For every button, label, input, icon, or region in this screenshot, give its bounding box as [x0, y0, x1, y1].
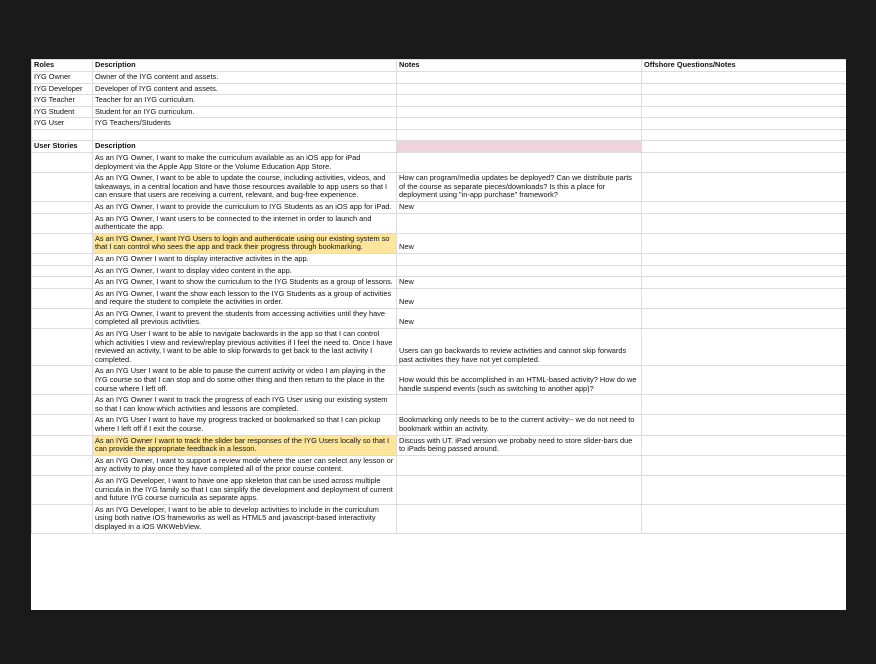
- cell-offshore[interactable]: [642, 288, 847, 308]
- cell-role[interactable]: IYG Student: [32, 106, 93, 118]
- cell-story-description[interactable]: As an IYG Owner, I want to support a review mode where the user can select any lesson or any activity to play once they have completed all of the prior course content.: [93, 455, 397, 475]
- cell-notes[interactable]: New: [397, 288, 642, 308]
- cell-story-description[interactable]: As an IYG Owner, I want to show the curriculum to the IYG Students as a group of lessons.: [93, 277, 397, 289]
- cell-offshore[interactable]: [642, 213, 847, 233]
- table-row: [32, 329, 847, 366]
- table-row: [32, 415, 847, 435]
- cell-offshore[interactable]: [642, 233, 847, 253]
- cell-offshore[interactable]: [642, 173, 847, 202]
- table-row: [32, 106, 847, 118]
- cell-story-description[interactable]: As an IYG Developer, I want to be able to develop activities to include in the curriculum using both native iOS frameworks as well as HTML5 and javascript-based interactivity displayed in a iOS WKWebView.: [93, 504, 397, 533]
- cell-notes[interactable]: Discuss with UT. iPad version we probaby need to store slider-bars due to iPads being passed around.: [397, 435, 642, 455]
- cell-role[interactable]: IYG Developer: [32, 83, 93, 95]
- cell-offshore[interactable]: [642, 201, 847, 213]
- cell-notes[interactable]: [397, 95, 642, 107]
- table-row: [32, 475, 847, 504]
- cell-role-description[interactable]: Student for an IYG curriculum.: [93, 106, 397, 118]
- requirements-table: [31, 59, 846, 534]
- cell-story-description-highlighted[interactable]: As an IYG Owner I want to track the slider bar responses of the IYG Users locally so that I can provide the appropriate feedback in a lesson.: [93, 435, 397, 455]
- cell-offshore[interactable]: [642, 253, 847, 265]
- cell-notes[interactable]: [397, 265, 642, 277]
- cell-story-description[interactable]: As an IYG Owner, I want the show each lesson to the IYG Students as a group of activities and require the student to complete the activities in order.: [93, 288, 397, 308]
- table-row: [32, 435, 847, 455]
- cell-role-description[interactable]: Developer of IYG content and assets.: [93, 83, 397, 95]
- cell-notes[interactable]: [397, 72, 642, 84]
- cell-empty[interactable]: [32, 475, 93, 504]
- cell-empty[interactable]: [32, 504, 93, 533]
- cell-empty[interactable]: [32, 152, 93, 172]
- cell-notes[interactable]: New: [397, 233, 642, 253]
- cell-role-description[interactable]: Teacher for an IYG curriculum.: [93, 95, 397, 107]
- cell-notes[interactable]: [397, 475, 642, 504]
- cell-notes[interactable]: New: [397, 201, 642, 213]
- cell-notes[interactable]: [397, 455, 642, 475]
- cell-empty[interactable]: [642, 129, 847, 140]
- cell-empty[interactable]: [32, 129, 93, 140]
- table-row: [32, 83, 847, 95]
- cell-notes[interactable]: [397, 83, 642, 95]
- cell-offshore[interactable]: [642, 265, 847, 277]
- cell-role[interactable]: IYG Owner: [32, 72, 93, 84]
- cell-empty[interactable]: [32, 213, 93, 233]
- cell-role[interactable]: IYG Teacher: [32, 95, 93, 107]
- cell-notes[interactable]: Users can go backwards to review activities and cannot skip forwards past activities they have not yet completed.: [397, 329, 642, 366]
- cell-notes[interactable]: [397, 504, 642, 533]
- cell-offshore[interactable]: [642, 140, 847, 152]
- stories-header-row: [32, 140, 847, 152]
- table-row: [32, 288, 847, 308]
- cell-story-description[interactable]: As an IYG Owner, I want to prevent the students from accessing activities until they have completed all previous activities.: [93, 308, 397, 328]
- cell-offshore[interactable]: [642, 83, 847, 95]
- cell-notes[interactable]: New: [397, 277, 642, 289]
- table-row: [32, 455, 847, 475]
- cell-offshore[interactable]: [642, 152, 847, 172]
- cell-story-description[interactable]: As an IYG User I want to be able to navigate backwards in the app so that I can control which activities I view and review/replay previous activities if I feel the need to. Once I have reviewed an activity, I want to be able to skip forwards to get back to the last activity I completed.: [93, 329, 397, 366]
- cell-story-description[interactable]: As an IYG Owner, I want to be able to update the course, including activities, videos, and takeaways, in a central location and have those resources available to app users so that I can ensure that users are receiving a current, relevant, and bug-free experience.: [93, 173, 397, 202]
- cell-empty[interactable]: [397, 129, 642, 140]
- cell-story-description[interactable]: As an IYG Owner, I want to provide the curriculum to IYG Students as an iOS app for iPad.: [93, 201, 397, 213]
- cell-notes[interactable]: [397, 213, 642, 233]
- table-row: [32, 366, 847, 395]
- table-row: [32, 253, 847, 265]
- cell-empty[interactable]: [32, 308, 93, 328]
- cell-offshore[interactable]: [642, 455, 847, 475]
- cell-offshore[interactable]: [642, 366, 847, 395]
- cell-story-description[interactable]: As an IYG Owner, I want to display video content in the app.: [93, 265, 397, 277]
- cell-role[interactable]: IYG User: [32, 118, 93, 130]
- cell-header-description[interactable]: Description: [93, 140, 397, 152]
- cell-offshore[interactable]: [642, 118, 847, 130]
- cell-offshore[interactable]: [642, 106, 847, 118]
- table-row: [32, 173, 847, 202]
- cell-notes[interactable]: [397, 106, 642, 118]
- cell-empty[interactable]: [32, 366, 93, 395]
- cell-notes[interactable]: How can program/media updates be deployed? Can we distribute parts of the course as separate pieces/downloads? Is this a place for deployment using "in-app purchase" framework?: [397, 173, 642, 202]
- cell-empty[interactable]: [32, 395, 93, 415]
- cell-offshore[interactable]: [642, 277, 847, 289]
- cell-story-description[interactable]: As an IYG Owner, I want to make the curriculum available as an iOS app for iPad deployment via the Apple App Store or the Volume Education App Store.: [93, 152, 397, 172]
- cell-empty[interactable]: [93, 129, 397, 140]
- cell-notes[interactable]: [397, 395, 642, 415]
- table-row: [32, 395, 847, 415]
- cell-offshore[interactable]: [642, 95, 847, 107]
- cell-empty[interactable]: [32, 329, 93, 366]
- cell-notes[interactable]: [397, 152, 642, 172]
- cell-empty[interactable]: [32, 201, 93, 213]
- cell-story-description[interactable]: As an IYG Developer, I want to have one app skeleton that can be used across multiple curricula in the IYG family so that I can simplify the development and deployment of current and future IYG course curricula as separate apps.: [93, 475, 397, 504]
- cell-role-description[interactable]: IYG Teachers/Students: [93, 118, 397, 130]
- cell-offshore[interactable]: [642, 504, 847, 533]
- cell-highlighted-pink[interactable]: [397, 140, 642, 152]
- table-row: [32, 265, 847, 277]
- header-row: [32, 60, 847, 72]
- blank-row: [32, 129, 847, 140]
- cell-offshore[interactable]: [642, 308, 847, 328]
- cell-empty[interactable]: [32, 415, 93, 435]
- cell-notes[interactable]: New: [397, 308, 642, 328]
- spreadsheet: [31, 59, 846, 610]
- table-row: [32, 118, 847, 130]
- table-row: [32, 152, 847, 172]
- cell-offshore[interactable]: [642, 72, 847, 84]
- cell-story-description[interactable]: As an IYG User I want to have my progress tracked or bookmarked so that I can pickup where I left off if I exit the course.: [93, 415, 397, 435]
- cell-empty[interactable]: [32, 173, 93, 202]
- table-row: [32, 504, 847, 533]
- cell-header-notes[interactable]: Notes: [397, 60, 642, 72]
- cell-offshore[interactable]: [642, 435, 847, 455]
- cell-header-description[interactable]: Description: [93, 60, 397, 72]
- cell-empty[interactable]: [32, 277, 93, 289]
- cell-header-roles[interactable]: Roles: [32, 60, 93, 72]
- table-row: [32, 308, 847, 328]
- cell-empty[interactable]: [32, 435, 93, 455]
- cell-role-description[interactable]: Owner of the IYG content and assets.: [93, 72, 397, 84]
- cell-header-user-stories[interactable]: User Stories: [32, 140, 93, 152]
- cell-notes[interactable]: Bookmarking only needs to be to the current activity-- we do not need to bookmark within an activity.: [397, 415, 642, 435]
- cell-empty[interactable]: [32, 265, 93, 277]
- cell-offshore[interactable]: [642, 415, 847, 435]
- cell-header-offshore[interactable]: Offshore Questions/Notes: [642, 60, 847, 72]
- table-row: [32, 213, 847, 233]
- table-row: [32, 233, 847, 253]
- cell-offshore[interactable]: [642, 475, 847, 504]
- cell-notes[interactable]: [397, 118, 642, 130]
- cell-empty[interactable]: [32, 253, 93, 265]
- cell-notes[interactable]: How would this be accomplished in an HTML-based activity? How do we handle suspend events (such as switching to another app)?: [397, 366, 642, 395]
- cell-empty[interactable]: [32, 455, 93, 475]
- table-row: [32, 201, 847, 213]
- table-row: [32, 72, 847, 84]
- table-row: [32, 277, 847, 289]
- cell-story-description[interactable]: As an IYG Owner I want to display interactive activites in the app.: [93, 253, 397, 265]
- cell-offshore[interactable]: [642, 329, 847, 366]
- cell-notes[interactable]: [397, 253, 642, 265]
- cell-empty[interactable]: [32, 288, 93, 308]
- cell-story-description[interactable]: As an IYG Owner I want to track the progress of each IYG User using our existing system so that I can know which activities and lessons are completed.: [93, 395, 397, 415]
- table-row: [32, 95, 847, 107]
- cell-story-description[interactable]: As an IYG User I want to be able to pause the current activity or video I am playing in the IYG course so that I can stop and do some other thing and then return to the place in the course where I left off.: [93, 366, 397, 395]
- cell-offshore[interactable]: [642, 395, 847, 415]
- cell-story-description[interactable]: As an IYG Owner, I want users to be connected to the internet in order to launch and authenticate the app.: [93, 213, 397, 233]
- cell-story-description-highlighted[interactable]: As an IYG Owner, I want IYG Users to login and authenticate using our existing system so that I can control who sees the app and track their progress through bookmarking.: [93, 233, 397, 253]
- cell-empty[interactable]: [32, 233, 93, 253]
